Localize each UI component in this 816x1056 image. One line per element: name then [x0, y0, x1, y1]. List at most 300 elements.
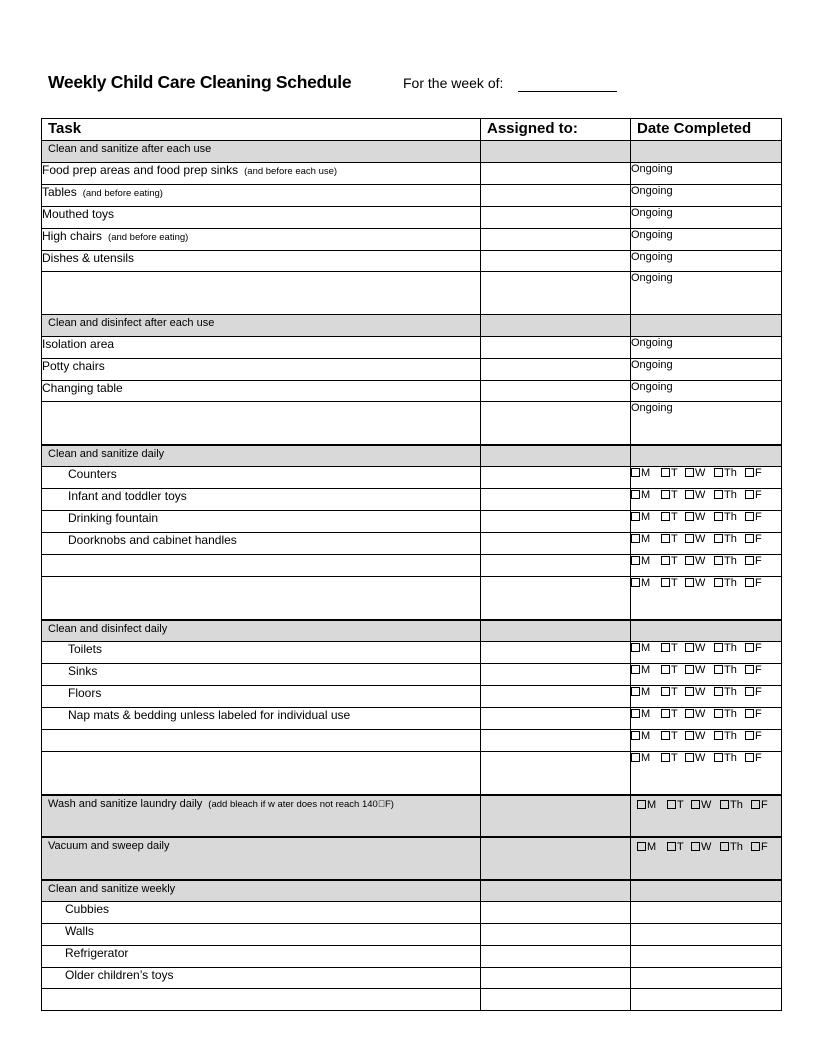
day-checkbox[interactable]: [685, 664, 714, 676]
checkbox-icon: [685, 753, 694, 762]
day-checkbox[interactable]: [714, 708, 745, 720]
task-label: Changing table: [42, 381, 481, 402]
assigned-cell[interactable]: [481, 251, 631, 272]
assigned-cell[interactable]: [481, 730, 631, 752]
task-note: (and before eating): [108, 232, 189, 243]
checkbox-icon: [685, 468, 694, 477]
day-checkbox[interactable]: [631, 730, 661, 742]
task-label: Nap mats & bedding unless labeled for individual use: [42, 708, 481, 730]
task-label: Food prep areas and food prep sinks: [42, 163, 239, 177]
task-label: Counters: [42, 467, 481, 489]
task-label: Infant and toddler toys: [42, 489, 481, 511]
column-header-assigned: Assigned to:: [481, 119, 631, 141]
day-label: T: [671, 555, 678, 567]
task-label: Cubbies: [42, 902, 481, 924]
day-label: M: [641, 708, 651, 720]
day-label: M: [641, 577, 651, 589]
day-label: W: [695, 752, 706, 764]
checkbox-icon: [685, 731, 694, 740]
task-label: High chairs: [42, 229, 103, 243]
day-checkbox[interactable]: [661, 533, 685, 545]
checkbox-icon: [685, 556, 694, 565]
day-checkbox[interactable]: [631, 511, 661, 523]
assigned-cell[interactable]: [481, 577, 631, 620]
day-checkbox[interactable]: [751, 841, 768, 853]
checkbox-icon: [745, 753, 754, 762]
task-label: Refrigerator: [42, 946, 481, 968]
day-checkboxes: [631, 511, 782, 533]
day-checkbox[interactable]: [631, 752, 661, 764]
table-row: [42, 533, 782, 555]
task-cell: [42, 163, 481, 185]
day-checkbox[interactable]: [685, 555, 714, 567]
task-cell-blank[interactable]: [42, 577, 481, 620]
assigned-cell[interactable]: [481, 946, 631, 968]
checkbox-icon: [714, 687, 723, 696]
checkbox-icon: [714, 643, 723, 652]
day-checkboxes: [631, 489, 782, 511]
assigned-cell[interactable]: [481, 708, 631, 730]
task-cell: [42, 185, 481, 207]
blank-row: [42, 577, 782, 620]
assigned-cell[interactable]: [481, 924, 631, 946]
day-label: M: [647, 840, 657, 853]
checkbox-icon: [745, 490, 754, 499]
day-checkbox[interactable]: [661, 467, 685, 479]
checkbox-icon: [685, 687, 694, 696]
checkbox-icon: [631, 665, 640, 674]
assigned-cell[interactable]: [481, 272, 631, 315]
day-label: M: [641, 664, 651, 676]
day-checkbox[interactable]: [685, 730, 714, 742]
schedule-table: [41, 118, 782, 1011]
task-label: Walls: [42, 924, 481, 946]
checkbox-icon: [714, 578, 723, 587]
checkbox-icon: [631, 578, 640, 587]
checkbox-icon: [661, 665, 670, 674]
checkbox-icon: [745, 709, 754, 718]
table-row: [42, 359, 782, 381]
day-label: M: [641, 642, 651, 654]
table-row: [42, 686, 782, 708]
date-cell[interactable]: [631, 989, 782, 1011]
day-checkbox[interactable]: [714, 686, 745, 698]
checkbox-icon: [661, 490, 670, 499]
assigned-cell[interactable]: [481, 163, 631, 185]
day-checkbox[interactable]: [714, 489, 745, 501]
checkbox-icon: [661, 556, 670, 565]
task-label: Doorknobs and cabinet handles: [42, 533, 481, 555]
day-label: W: [695, 511, 706, 523]
checkbox-icon: [691, 800, 700, 809]
day-checkboxes: [631, 533, 782, 555]
day-checkbox[interactable]: [714, 555, 745, 567]
task-note: (and before eating): [82, 188, 163, 199]
day-label: Th: [724, 533, 737, 545]
day-label: F: [755, 730, 762, 742]
day-checkbox[interactable]: [720, 799, 751, 811]
day-checkbox[interactable]: [661, 730, 685, 742]
day-checkbox[interactable]: [691, 799, 720, 811]
day-checkbox[interactable]: [661, 708, 685, 720]
checkbox-icon: [685, 643, 694, 652]
table-row: [42, 902, 782, 924]
checkbox-icon: [631, 709, 640, 718]
day-checkbox[interactable]: [745, 708, 762, 720]
assigned-cell[interactable]: [481, 752, 631, 795]
day-checkboxes: [631, 837, 782, 880]
day-label: T: [671, 752, 678, 764]
blank-row: [42, 555, 782, 577]
day-label: M: [641, 686, 651, 698]
assigned-cell[interactable]: [481, 555, 631, 577]
status-ongoing: Ongoing: [631, 272, 782, 315]
date-cell[interactable]: [631, 968, 782, 989]
section-title: Clean and sanitize daily: [42, 445, 481, 467]
day-checkbox[interactable]: [631, 533, 661, 545]
day-checkbox[interactable]: [631, 467, 661, 479]
day-checkbox[interactable]: [714, 467, 745, 479]
task-cell-blank[interactable]: [42, 555, 481, 577]
checkbox-icon: [745, 687, 754, 696]
checkbox-icon: [720, 800, 729, 809]
day-label: F: [755, 489, 762, 501]
assigned-cell[interactable]: [481, 968, 631, 989]
day-label: Th: [730, 840, 743, 853]
section-row: [42, 445, 782, 467]
checkbox-icon: [691, 842, 700, 851]
day-checkbox[interactable]: [631, 555, 661, 567]
day-label: T: [671, 533, 678, 545]
day-label: W: [695, 664, 706, 676]
assigned-cell[interactable]: [481, 467, 631, 489]
status-ongoing: Ongoing: [631, 337, 782, 359]
day-checkbox[interactable]: [667, 841, 691, 853]
task-label: Older children’s toys: [42, 968, 481, 989]
day-label: Th: [724, 577, 737, 589]
day-label: F: [755, 752, 762, 764]
day-checkbox[interactable]: [661, 555, 685, 567]
day-checkbox[interactable]: [685, 642, 714, 654]
assigned-cell[interactable]: [481, 533, 631, 555]
checkbox-icon: [745, 556, 754, 565]
checkbox-icon: [631, 556, 640, 565]
table-row: [42, 185, 782, 207]
day-checkbox[interactable]: [631, 489, 661, 501]
task-label: Floors: [42, 686, 481, 708]
task-cell-blank[interactable]: [42, 402, 481, 445]
blank-row: [42, 752, 782, 795]
assigned-cell[interactable]: [481, 642, 631, 664]
day-label: T: [671, 664, 678, 676]
task-label: Tables: [42, 185, 77, 199]
day-checkbox[interactable]: [685, 511, 714, 523]
day-label: F: [755, 555, 762, 567]
section-title: Clean and sanitize after each use: [42, 141, 481, 163]
day-checkbox[interactable]: [661, 752, 685, 764]
checkbox-icon: [745, 578, 754, 587]
checkbox-icon: [751, 800, 760, 809]
table-row: [42, 664, 782, 686]
checkbox-icon: [751, 842, 760, 851]
table-row: [42, 467, 782, 489]
day-label: T: [671, 577, 678, 589]
task-cell: [42, 229, 481, 251]
day-checkbox[interactable]: [745, 642, 762, 654]
day-checkbox[interactable]: [745, 555, 762, 567]
checkbox-icon: [661, 643, 670, 652]
day-label: T: [677, 840, 684, 853]
section-title: Vacuum and sweep daily: [42, 837, 481, 880]
page-title: Weekly Child Care Cleaning Schedule: [48, 72, 352, 92]
table-row: [42, 489, 782, 511]
table-row: [42, 163, 782, 185]
day-label: F: [761, 798, 768, 811]
column-header-date-completed: Date Completed: [631, 119, 782, 141]
day-checkbox[interactable]: [745, 489, 762, 501]
task-label: Mouthed toys: [42, 207, 481, 229]
date-cell[interactable]: [631, 946, 782, 968]
section-title: Clean and sanitize weekly: [42, 880, 481, 902]
checkbox-icon: [714, 468, 723, 477]
section-title-cell: [42, 795, 481, 837]
checkbox-icon: [685, 490, 694, 499]
section-row: [42, 141, 782, 163]
day-checkboxes: [631, 664, 782, 686]
table-row: [42, 381, 782, 402]
day-checkbox[interactable]: [685, 533, 714, 545]
day-checkbox[interactable]: [714, 511, 745, 523]
day-checkbox[interactable]: [685, 577, 714, 589]
day-checkbox[interactable]: [661, 577, 685, 589]
day-checkboxes: [631, 795, 782, 837]
day-label: W: [695, 489, 706, 501]
task-label: Toilets: [42, 642, 481, 664]
day-label: W: [695, 686, 706, 698]
day-checkbox[interactable]: [631, 642, 661, 654]
day-label: W: [695, 642, 706, 654]
section-row: [42, 837, 782, 880]
section-row: [42, 620, 782, 642]
day-checkbox[interactable]: [745, 686, 762, 698]
day-checkbox[interactable]: [631, 708, 661, 720]
task-label: Drinking fountain: [42, 511, 481, 533]
task-label: Dishes & utensils: [42, 251, 481, 272]
day-checkbox[interactable]: [685, 467, 714, 479]
day-checkbox[interactable]: [720, 841, 751, 853]
day-label: M: [641, 511, 651, 523]
assigned-cell[interactable]: [481, 359, 631, 381]
checkbox-icon: [667, 800, 676, 809]
task-note: (and before each use): [244, 166, 338, 177]
checkbox-icon: [714, 709, 723, 718]
day-checkbox[interactable]: [661, 511, 685, 523]
checkbox-icon: [714, 556, 723, 565]
checkbox-icon: [631, 512, 640, 521]
day-label: Th: [724, 555, 737, 567]
status-ongoing: Ongoing: [631, 185, 782, 207]
day-checkbox[interactable]: [745, 752, 762, 764]
day-checkbox[interactable]: [661, 664, 685, 676]
assigned-cell[interactable]: [481, 337, 631, 359]
assigned-cell[interactable]: [481, 686, 631, 708]
day-label: W: [695, 708, 706, 720]
checkbox-icon: [714, 731, 723, 740]
day-label: W: [695, 577, 706, 589]
table-row: [42, 337, 782, 359]
checkbox-icon: [745, 731, 754, 740]
day-checkbox[interactable]: [745, 730, 762, 742]
checkbox-icon: [661, 753, 670, 762]
assigned-cell[interactable]: [481, 902, 631, 924]
day-checkbox[interactable]: [637, 799, 667, 811]
checkbox-icon: [631, 687, 640, 696]
assigned-cell[interactable]: [481, 511, 631, 533]
week-input-line[interactable]: [518, 91, 617, 92]
day-checkbox[interactable]: [714, 752, 745, 764]
day-label: F: [761, 840, 768, 853]
checkbox-icon: [631, 490, 640, 499]
day-label: F: [755, 533, 762, 545]
day-label: F: [755, 708, 762, 720]
day-checkbox[interactable]: [745, 664, 762, 676]
assigned-cell[interactable]: [481, 664, 631, 686]
day-label: M: [641, 467, 651, 479]
assigned-cell[interactable]: [481, 207, 631, 229]
day-checkbox[interactable]: [751, 799, 768, 811]
status-ongoing: Ongoing: [631, 229, 782, 251]
day-checkbox[interactable]: [691, 841, 720, 853]
assigned-cell[interactable]: [481, 837, 631, 880]
day-label: W: [695, 555, 706, 567]
day-label: Th: [724, 686, 737, 698]
blank-row: [42, 402, 782, 445]
table-row: [42, 511, 782, 533]
day-checkbox[interactable]: [667, 799, 691, 811]
day-label: T: [671, 708, 678, 720]
section-row: [42, 315, 782, 337]
day-label: T: [677, 798, 684, 811]
checkbox-icon: [685, 709, 694, 718]
day-label: Th: [724, 642, 737, 654]
day-checkboxes: [631, 708, 782, 730]
day-label: F: [755, 511, 762, 523]
status-ongoing: Ongoing: [631, 163, 782, 185]
day-label: M: [647, 798, 657, 811]
checkbox-icon: [661, 731, 670, 740]
day-label: T: [671, 511, 678, 523]
blank-row: [42, 989, 782, 1011]
day-checkbox[interactable]: [714, 730, 745, 742]
day-checkbox[interactable]: [714, 642, 745, 654]
checkbox-icon: [631, 643, 640, 652]
day-checkbox[interactable]: [637, 841, 667, 853]
checkbox-icon: [637, 842, 646, 851]
day-checkbox[interactable]: [661, 489, 685, 501]
day-label: Th: [724, 664, 737, 676]
date-cell[interactable]: [631, 924, 782, 946]
day-checkbox[interactable]: [714, 664, 745, 676]
header-row: [42, 119, 782, 141]
day-checkbox[interactable]: [745, 511, 762, 523]
day-checkbox[interactable]: [661, 642, 685, 654]
day-label: M: [641, 489, 651, 501]
day-label: Th: [724, 730, 737, 742]
day-checkbox[interactable]: [685, 708, 714, 720]
assigned-cell[interactable]: [481, 489, 631, 511]
day-label: M: [641, 533, 651, 545]
checkbox-icon: [661, 534, 670, 543]
section-note: (add bleach if w ater does not reach 140 F): [208, 798, 390, 810]
day-checkbox[interactable]: [745, 533, 762, 545]
day-checkbox[interactable]: [714, 533, 745, 545]
assigned-cell[interactable]: [481, 989, 631, 1011]
day-checkboxes: [631, 555, 782, 577]
assigned-cell[interactable]: [481, 185, 631, 207]
checkbox-icon: [745, 643, 754, 652]
task-cell-blank[interactable]: [42, 272, 481, 315]
status-ongoing: Ongoing: [631, 207, 782, 229]
day-checkbox[interactable]: [685, 752, 714, 764]
table-row: [42, 708, 782, 730]
blank-row: [42, 272, 782, 315]
day-checkbox[interactable]: [661, 686, 685, 698]
day-label: M: [641, 752, 651, 764]
checkbox-icon: [745, 534, 754, 543]
day-checkbox[interactable]: [631, 686, 661, 698]
day-label: T: [671, 489, 678, 501]
task-label: Isolation area: [42, 337, 481, 359]
day-checkboxes: [631, 642, 782, 664]
checkbox-icon: [745, 468, 754, 477]
checkbox-icon: [745, 665, 754, 674]
day-label: M: [641, 555, 651, 567]
day-checkbox[interactable]: [631, 664, 661, 676]
day-checkbox[interactable]: [685, 489, 714, 501]
assigned-cell[interactable]: [481, 229, 631, 251]
task-cell-blank[interactable]: [42, 752, 481, 795]
assigned-cell[interactable]: [481, 795, 631, 837]
checkbox-icon: [685, 512, 694, 521]
day-label: M: [641, 730, 651, 742]
column-header-task: Task: [42, 119, 481, 141]
status-ongoing: Ongoing: [631, 359, 782, 381]
day-label: T: [671, 730, 678, 742]
day-checkboxes: [631, 686, 782, 708]
day-checkbox[interactable]: [714, 577, 745, 589]
date-cell[interactable]: [631, 902, 782, 924]
assigned-cell[interactable]: [481, 402, 631, 445]
day-label: Th: [730, 798, 743, 811]
day-checkbox[interactable]: [745, 467, 762, 479]
day-checkbox[interactable]: [745, 577, 762, 589]
day-label: W: [701, 840, 712, 853]
checkbox-icon: [714, 534, 723, 543]
checkbox-icon: [714, 665, 723, 674]
day-checkbox[interactable]: [631, 577, 661, 589]
assigned-cell[interactable]: [481, 381, 631, 402]
task-label: Potty chairs: [42, 359, 481, 381]
day-label: W: [695, 730, 706, 742]
task-cell-blank[interactable]: [42, 730, 481, 752]
checkbox-icon: [667, 842, 676, 851]
checkbox-icon: [745, 512, 754, 521]
checkbox-icon: [631, 468, 640, 477]
section-title: Clean and disinfect daily: [42, 620, 481, 642]
task-cell-blank[interactable]: [42, 989, 481, 1011]
status-ongoing: Ongoing: [631, 402, 782, 445]
day-checkbox[interactable]: [685, 686, 714, 698]
